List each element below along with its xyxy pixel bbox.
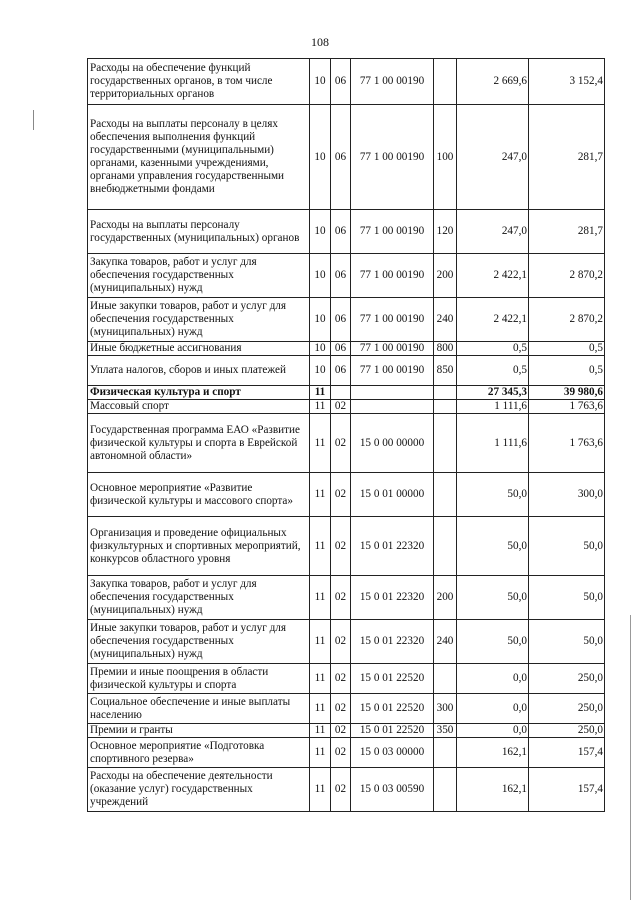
table-cell-section: 11: [310, 694, 331, 724]
table-cell-amount-2: 1 763,6: [529, 400, 605, 414]
table-row: [88, 473, 605, 517]
table-row: [88, 356, 605, 386]
table-cell-subsection: 02: [331, 724, 351, 738]
table-cell-amount-2: 50,0: [529, 576, 605, 620]
table-cell-name: Основное мероприятие «Развитие физической культуры и массового спорта»: [88, 473, 310, 517]
table-cell-amount-1: 247,0: [457, 105, 529, 210]
table-cell-section: 11: [310, 400, 331, 414]
page-number: 108: [311, 35, 329, 49]
table-row: [88, 414, 605, 473]
table-row: [88, 254, 605, 298]
table-cell-name: Иные бюджетные ассигнования: [88, 342, 310, 356]
table-cell-subsection: 06: [331, 105, 351, 210]
table-row: [88, 298, 605, 342]
table-cell-name: Государственная программа ЕАО «Развитие физической культуры и спорта в Еврейской автономной области»: [88, 414, 310, 473]
table-cell-section: 11: [310, 517, 331, 576]
table-cell-name: Уплата налогов, сборов и иных платежей: [88, 356, 310, 386]
table-cell-subsection: 06: [331, 298, 351, 342]
table-cell-name: Премии и иные поощрения в области физической культуры и спорта: [88, 664, 310, 694]
table-cell-amount-1: 0,0: [457, 724, 529, 738]
table-cell-section: 11: [310, 386, 331, 400]
table-cell-section: 10: [310, 105, 331, 210]
table-cell-amount-2: 300,0: [529, 473, 605, 517]
table-cell-amount-1: 0,0: [457, 694, 529, 724]
table-cell-subsection: 06: [331, 356, 351, 386]
table-cell-expense-type: 200: [434, 254, 457, 298]
table-cell-subsection: 02: [331, 576, 351, 620]
table-cell-subsection: 02: [331, 517, 351, 576]
table-cell-amount-1: 1 111,6: [457, 400, 529, 414]
table-cell-subsection: 02: [331, 473, 351, 517]
table-row: [88, 59, 605, 105]
table-cell-amount-2: 250,0: [529, 694, 605, 724]
table-cell-target-article: 15 0 01 22320: [351, 517, 434, 576]
table-cell-name: Основное мероприятие «Подготовка спортивного резерва»: [88, 738, 310, 768]
table-cell-name: Организация и проведение официальных физкультурных и спортивных мероприятий, конкурсов областного уровня: [88, 517, 310, 576]
table-cell-amount-1: 50,0: [457, 517, 529, 576]
margin-mark: [33, 110, 34, 130]
table-cell-subsection: 06: [331, 342, 351, 356]
table-cell-name: Социальное обеспечение и иные выплаты населению: [88, 694, 310, 724]
table-cell-target-article: 77 1 00 00190: [351, 356, 434, 386]
table-cell-section: 10: [310, 298, 331, 342]
table-cell-target-article: 15 0 01 22320: [351, 576, 434, 620]
table-cell-expense-type: [434, 738, 457, 768]
table-cell-section: 10: [310, 254, 331, 298]
table-row: [88, 738, 605, 768]
table-cell-amount-1: 0,5: [457, 356, 529, 386]
table-cell-target-article: 15 0 00 00000: [351, 414, 434, 473]
table-cell-subsection: 06: [331, 59, 351, 105]
table-row: [88, 620, 605, 664]
table-cell-amount-2: 3 152,4: [529, 59, 605, 105]
table-row: [88, 576, 605, 620]
table-cell-subsection: 02: [331, 620, 351, 664]
table-cell-amount-2: 50,0: [529, 620, 605, 664]
table-cell-name: Расходы на обеспечение функций государственных органов, в том числе территориальных органов: [88, 59, 310, 105]
table-cell-amount-1: 1 111,6: [457, 414, 529, 473]
table-cell-target-article: 15 0 01 22520: [351, 664, 434, 694]
table-cell-section: 10: [310, 210, 331, 254]
table-cell-expense-type: [434, 768, 457, 812]
table-cell-amount-1: 162,1: [457, 768, 529, 812]
table-cell-amount-2: 157,4: [529, 738, 605, 768]
table-cell-target-article: 15 0 01 00000: [351, 473, 434, 517]
table-cell-section: 11: [310, 664, 331, 694]
table-cell-subsection: 02: [331, 768, 351, 812]
table-row: [88, 724, 605, 738]
table-cell-section: 11: [310, 414, 331, 473]
table-cell-section: 11: [310, 576, 331, 620]
table-cell-expense-type: 240: [434, 620, 457, 664]
table-cell-amount-2: 50,0: [529, 517, 605, 576]
table-cell-amount-2: 281,7: [529, 105, 605, 210]
table-cell-amount-2: 0,5: [529, 356, 605, 386]
table-cell-amount-1: 2 422,1: [457, 254, 529, 298]
scan-edge-line: [630, 615, 631, 900]
table-row: [88, 105, 605, 210]
table-cell-amount-2: 157,4: [529, 768, 605, 812]
table-cell-target-article: 77 1 00 00190: [351, 210, 434, 254]
table-cell-amount-1: 50,0: [457, 620, 529, 664]
table-cell-subsection: 02: [331, 738, 351, 768]
table-cell-amount-2: 1 763,6: [529, 414, 605, 473]
table-cell-target-article: 77 1 00 00190: [351, 254, 434, 298]
table-cell-amount-1: 0,5: [457, 342, 529, 356]
table-cell-expense-type: [434, 400, 457, 414]
table-cell-name: Массовый спорт: [88, 400, 310, 414]
table-cell-target-article: 77 1 00 00190: [351, 342, 434, 356]
table-cell-section: 10: [310, 59, 331, 105]
table-cell-expense-type: [434, 473, 457, 517]
table-cell-target-article: [351, 400, 434, 414]
table-cell-expense-type: [434, 414, 457, 473]
table-cell-amount-1: 50,0: [457, 473, 529, 517]
table-cell-target-article: 15 0 03 00000: [351, 738, 434, 768]
table-row: [88, 694, 605, 724]
table-cell-amount-2: 281,7: [529, 210, 605, 254]
table-cell-amount-2: 250,0: [529, 664, 605, 694]
table-cell-name: Физическая культура и спорт: [88, 386, 310, 400]
table-row: [88, 400, 605, 414]
table-cell-section: 10: [310, 342, 331, 356]
table-cell-amount-1: 27 345,3: [457, 386, 529, 400]
table-cell-target-article: 77 1 00 00190: [351, 59, 434, 105]
table-cell-expense-type: 240: [434, 298, 457, 342]
table-cell-name: Расходы на обеспечение деятельности (оказание услуг) государственных учреждений: [88, 768, 310, 812]
table-cell-expense-type: 120: [434, 210, 457, 254]
table-cell-target-article: 15 0 01 22320: [351, 620, 434, 664]
table-row: [88, 386, 605, 400]
table-cell-amount-2: 2 870,2: [529, 298, 605, 342]
table-cell-subsection: 02: [331, 400, 351, 414]
table-cell-subsection: 02: [331, 694, 351, 724]
table-cell-expense-type: [434, 59, 457, 105]
table-cell-name: Иные закупки товаров, работ и услуг для обеспечения государственных (муниципальных) нужд: [88, 298, 310, 342]
table-cell-amount-2: 2 870,2: [529, 254, 605, 298]
table-cell-subsection: 06: [331, 254, 351, 298]
table-cell-name: Премии и гранты: [88, 724, 310, 738]
table-cell-amount-1: 2 669,6: [457, 59, 529, 105]
table-cell-name: Закупка товаров, работ и услуг для обеспечения государственных (муниципальных) нужд: [88, 254, 310, 298]
table-cell-section: 10: [310, 356, 331, 386]
table-cell-name: Расходы на выплаты персоналу в целях обеспечения выполнения функций государственными (муниципальными) органами, казенными учреждениями, органами управления государственными внебюджетными фондами: [88, 105, 310, 210]
table-cell-name: Расходы на выплаты персоналу государственных (муниципальных) органов: [88, 210, 310, 254]
table-cell-name: Иные закупки товаров, работ и услуг для обеспечения государственных (муниципальных) нужд: [88, 620, 310, 664]
table-cell-amount-1: 2 422,1: [457, 298, 529, 342]
table-cell-amount-1: 247,0: [457, 210, 529, 254]
table-cell-subsection: [331, 386, 351, 400]
table-cell-target-article: 15 0 01 22520: [351, 694, 434, 724]
table-row: [88, 768, 605, 812]
table-cell-section: 11: [310, 724, 331, 738]
table-cell-name: Закупка товаров, работ и услуг для обеспечения государственных (муниципальных) нужд: [88, 576, 310, 620]
table-cell-expense-type: [434, 517, 457, 576]
table-cell-subsection: 02: [331, 664, 351, 694]
table-cell-expense-type: [434, 664, 457, 694]
budget-table: [87, 58, 605, 812]
table-cell-amount-1: 0,0: [457, 664, 529, 694]
table-cell-target-article: 77 1 00 00190: [351, 298, 434, 342]
table-cell-target-article: 15 0 03 00590: [351, 768, 434, 812]
table-cell-amount-2: 250,0: [529, 724, 605, 738]
table-cell-expense-type: 100: [434, 105, 457, 210]
table-cell-amount-1: 50,0: [457, 576, 529, 620]
table-cell-target-article: 15 0 01 22520: [351, 724, 434, 738]
table-cell-expense-type: 300: [434, 694, 457, 724]
table-cell-amount-2: 0,5: [529, 342, 605, 356]
table-row: [88, 210, 605, 254]
table-cell-expense-type: [434, 386, 457, 400]
table-row: [88, 342, 605, 356]
table-cell-section: 11: [310, 620, 331, 664]
table-cell-section: 11: [310, 473, 331, 517]
table-cell-expense-type: 850: [434, 356, 457, 386]
table-cell-amount-2: 39 980,6: [529, 386, 605, 400]
table-cell-amount-1: 162,1: [457, 738, 529, 768]
table-cell-target-article: 77 1 00 00190: [351, 105, 434, 210]
table-cell-subsection: 02: [331, 414, 351, 473]
table-cell-expense-type: 800: [434, 342, 457, 356]
table-row: [88, 664, 605, 694]
table-cell-expense-type: 350: [434, 724, 457, 738]
table-cell-expense-type: 200: [434, 576, 457, 620]
table-cell-subsection: 06: [331, 210, 351, 254]
table-cell-section: 11: [310, 738, 331, 768]
table-cell-section: 11: [310, 768, 331, 812]
table-cell-target-article: [351, 386, 434, 400]
table-row: [88, 517, 605, 576]
